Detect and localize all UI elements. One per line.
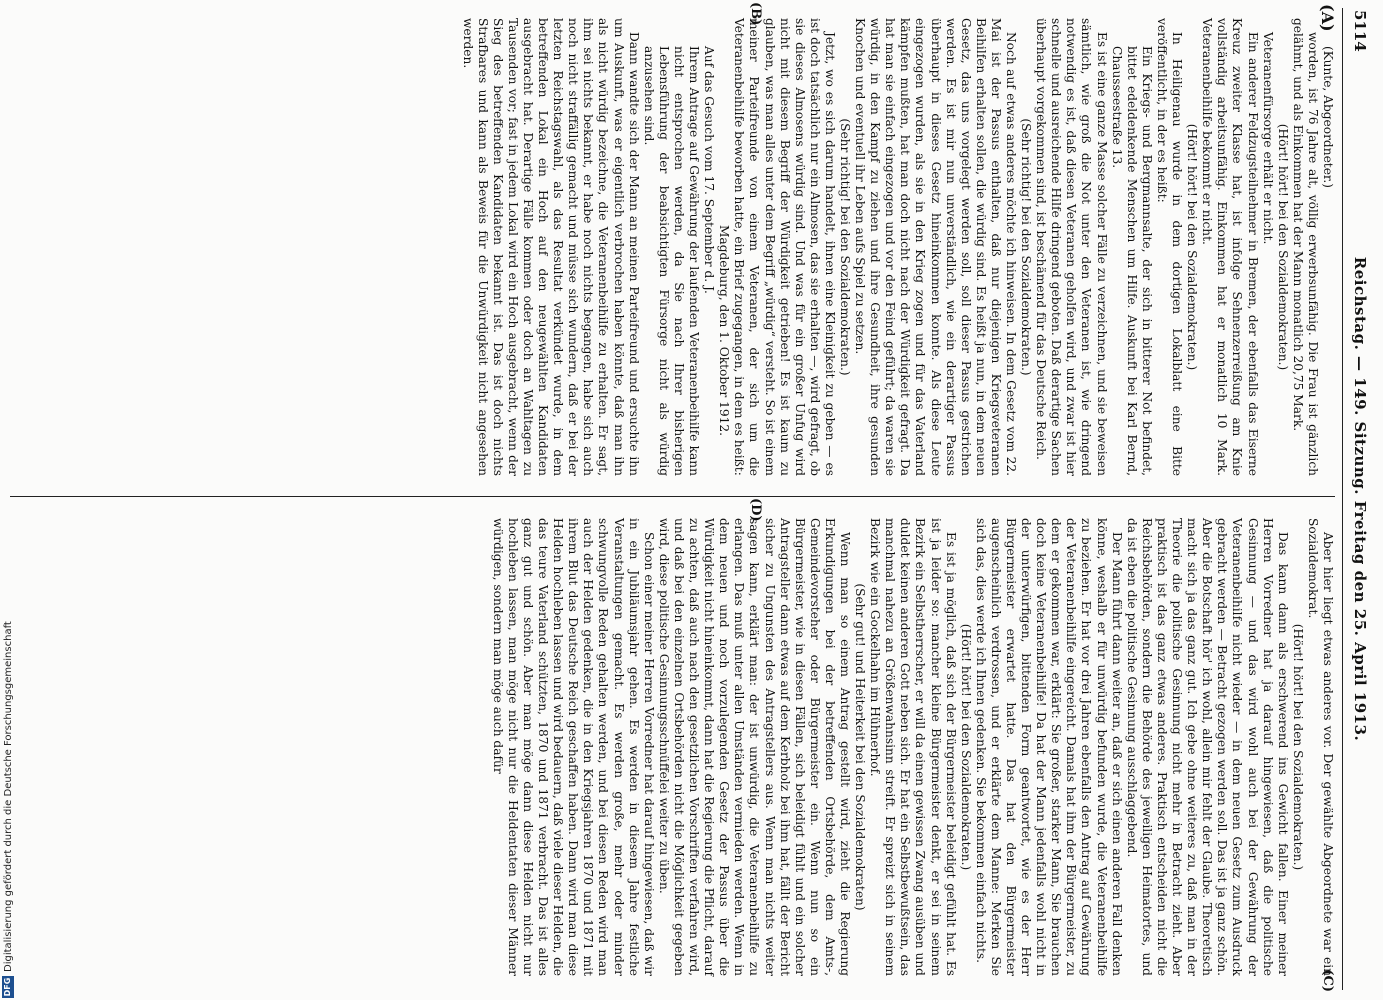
paragraph: Auf das Gesuch vom 17. September d. J. <box>702 46 717 294</box>
paragraph: Dann wandte sich der Mann an meinen Parteifreund und ersuchte ihn um Auskunft, was er eigentlich verbrochen haben könnte, daß man ihn als nicht würdig bezeichne, die Veteranenbeihilfe zu erhalten. Er sagt, ihm sei nichts bekannt, er habe noch nichts begangen, habe sich auch noch nicht straffällig gemacht und müsse sich wundern, daß er bei der letzten Reichstagswahl, als das Resultat verkündet wurde, in dem betreffenden Lokal ein Hoch auf den neugewählten Kandidaten ausgebracht hat. Derartige Fälle kommen oder doch an Wahltagen zu Tausenden vor; fast in jedem Lokal wird ein Hoch ausgebracht, wenn der Sieg des betreffenden Kandidaten bekannt ist. Das ist doch nichts Strafbares und kann als Beweis für die Unwürdigkeit nicht angesehen werden. <box>460 18 641 476</box>
paragraph: In Heiligenau wurde in dem dortigen Lokalblatt eine Bitte veröffentlicht, in der es heißt: <box>1154 18 1185 476</box>
left-column <box>10 2 1337 476</box>
margin-letter-a: (A) <box>1318 4 1337 32</box>
funding-note <box>2 0 16 1000</box>
paragraph: Das kann dann als erschwerend ins Gewicht fallen. Einer meiner Herren Vorredner hat ja darauf hingewiesen, daß die politische Gesinnung — und das wird wohl auch bei der Gewährung der Veteranenbeihilfe nicht wieder — in dem neuen Gesetz zum Ausdruck gebracht werden — Betracht gezogen werden soll. Das ist ja ganz schön. Aber die Botschaft hör' ich wohl, allein mir fehlt der Glaube. Theoretisch macht sich ja das ganz gut. Ich gebe ohne weiteres zu, daß man in der Theorie die politische Gesinnung nicht mehr in Betracht zieht. Aber praktisch ist das ganz etwas anderes. Praktisch entscheiden nicht die Reichsbehörden, sondern die Behörde des jeweiligen Heimatortes, und da ist eben die politische Gesinnung ausschlaggebend. <box>1124 518 1290 976</box>
right-column <box>10 498 1335 992</box>
paragraph: worden, ist 76 Jahre alt, völlig erwerbsunfähig. Die Frau ist gänzlich gelähmt, und als Einkommen hat der Mann monatlich 20,75 Mark. <box>1290 18 1320 476</box>
paragraph: Ein anderer Feldzugsteilnehmer in Bremen, der ebenfalls das Eiserne Kreuz zweiter Klasse hat, ist infolge Sehnenzerreißung am Knie vollständig arbeitsunfähig. Einkommen hat er monatlich 10 Mark. Veteranenbeihilfe bekommt er nicht. <box>1200 18 1260 476</box>
dfg-logo: DFG <box>3 977 12 997</box>
paragraph: Ihrem Antrage auf Gewährung der laufenden Veteranenbeihilfe kann nicht entsprochen werden, da Sie nach Ihrer bisherigen Lebensführung der beabsichtigten Fürsorge nicht als würdig anzusehen sind. <box>641 46 702 476</box>
paragraph: Schon einer meiner Herren Vorredner hat darauf hingewiesen, daß wir in ein Jubiläumsjahr gehen. Es werden in diesem Jahre festliche Veranstaltungen gemacht. Es werden große, mehr oder minder schwungvolle Reden gehalten werden, und bei diesen Reden wird man auch der Helden gedenken, die in den Kriegsjahren 1870 und 1871 mit ihrem Blut das Deutsche Reich geschaffen haben. Dann wird man diese Helden hochleben lassen und wird bedauern, daß viele dieser Helden, die das teure Vaterland schützten, 1870 und 1871 verbracht. Das ist alles ganz gut und schön. Aber man möge dann diese Helden nicht nur hochleben lassen, man möge nicht nur die Heldentaten dieser Männer würdigen, sondern man möge auch dafür <box>490 518 656 976</box>
margin-letter-d: (D) <box>748 498 763 522</box>
paragraph: (Hört! hört! bei den Sozialdemokraten.) <box>1290 623 1305 871</box>
paragraph: Magdeburg, den 1. Oktober 1912. <box>717 224 732 436</box>
paragraph: (Hört! hört! bei den Sozialdemokraten.) <box>958 623 973 871</box>
page-header <box>1345 10 1371 988</box>
column-divider <box>10 496 1335 497</box>
running-title: Reichstag. — 149. Sitzung. Freitag den 25. April 1913. <box>1351 256 1369 742</box>
paragraph: (Sehr richtig! bei den Sozialdemokraten.) <box>1019 118 1034 376</box>
paragraph: Jetzt, wo es sich darum handelt, ihnen eine Kleinigkeit zu geben — es ist doch tatsächlich nur ein Almosen, das sie erhalten —, wird gefragt, ob sie dieses Almosens würdig sind. Und was für ein großer Unfug wird nicht mit diesem Begriff der Würdigkeit getrieben! Es ist kaum zu glauben, was man alles unter dem Begriff „würdig“ versteht. So ist einem meiner Parteifreunde von einem Veteranen, der sich um die Veteranenbeihilfe beworben hatte, ein Brief zugegangen, in dem es heißt: <box>732 18 837 476</box>
paragraph: Noch auf etwas anderes möchte ich hinweisen. In dem Gesetz vom 22. Mai ist der Passus enthalten, daß nur diejenigen Kriegsveteranen Beihilfen erhalten sollen, die würdig sind. Es heißt ja nun, in dem neuen Gesetz, das uns vorgelegt werden soll, soll dieser Passus gestrichen werden. Es ist mir nun unverständlich, wie ein derartiger Passus überhaupt in dieses Gesetz hineinkommen konnte. Als diese Leute eingezogen wurden, als sie in den Krieg zogen und für das Vaterland kämpfen mußten, hat man doch nicht nach der Würdigkeit gefragt. Da hat man sie einfach eingezogen und vor den Feind geführt; da waren sie würdig, in den Kampf zu ziehen und ihre Gesundheit, ihre gesunden Knochen und eventuell ihr Leben aufs Spiel zu setzen. <box>853 18 1019 476</box>
paragraph: (Kunte, Abgeordneter.) <box>1321 46 1335 189</box>
page-number: 5114 <box>1351 10 1369 52</box>
margin-letter-b: (B) <box>748 2 763 26</box>
funding-sidebar <box>2 0 16 1000</box>
paragraph: Es ist ja möglich, daß sich der Bürgermeister beleidigt gefühlt hat. Es ist ja leider so: mancher kleine Bürgermeister denkt, er sei in seinem Bezirk ein Selbstherrscher, er will da einen gewissen Zwang ausüben und duldet keinen anderen Gott neben sich. Er hat ein Selbstbewußtsein, das manchmal nahezu an Größenwahnsinn streift. Er spreizt sich in seinem Bezirk wie ein Gockelhahn im Hühnerhof. <box>868 518 958 976</box>
paragraph: Aber hier liegt etwas anderes vor. Der gewählte Abgeordnete war ein Sozialdemokrat. <box>1305 518 1335 976</box>
margin-letter-c: (C) <box>1320 969 1335 992</box>
paragraph: Wenn man so einem Antrag gestellt wird, zieht die Regierung Erkundigungen bei der betreffenden Ortsbehörde, dem Amts-, Gemeindevorsteher oder Bürgermeister ein. Wenn nun so ein Bürgermeister, wie in diesen Fällen, sich beleidigt fühlt und ein solcher Antragsteller dann etwas auf dem Kerbholz bei ihm hat, fällt der Bericht sicher zu Ungunsten des Antragstellers aus. Wenn man nichts weiter sagen kann, erklärt man: der ist unwürdig, die Veteranenbeihilfe zu erlangen. Das muß unter allen Umständen vermieden werden. Wenn in dem neuen und noch vorzulegenden Gesetz der Passus über die Würdigkeit nicht hineinkommt, dann hat die Regierung die Pflicht, darauf zu achten, daß auch nach den gesetzlichen Vorschriften verfahren wird, und daß bei den einzelnen Ortsbehörden nicht die Möglichkeit gegeben wird, diese politische Gesinnungsschnüffelei weiter zu üben. <box>656 518 852 976</box>
paragraph: (Sehr richtig! bei den Sozialdemokraten.) <box>838 118 852 376</box>
paragraph: Es ist eine ganze Masse solcher Fälle zu verzeichnen, und sie beweisen sämtlich, wie groß die Not unter den Veteranen ist, wie dringend notwendig es ist, daß diesen Veteranen geholfen wird, und zwar ist hier schnelle und ausreichende Hilfe dringend geboten. Daß derartige Sachen überhaupt vorgekommen sind, ist beschämend für das Deutsche Reich. <box>1034 18 1109 476</box>
paragraph: (Sehr gut! und Heiterkeit bei den Sozialdemokraten) <box>853 583 868 911</box>
header-rule <box>1342 8 1343 990</box>
paragraph: (Hört! hört! bei den Sozialdemokraten.) <box>1185 123 1200 371</box>
paragraph: Veteranenfürsorge erhält er nicht. <box>1260 32 1275 245</box>
paragraph: Der Mann führt dann weiter an, daß er sich einen anderen Fall denken könne, weshalb er für unwürdig befunden wurde, die Veteranenbeihilfe zu beziehen. Er hat vor drei Jahren ebenfalls den Antrag auf Gewährung der Veteranenbeihilfe eingereicht. Damals hat ihm der Bürgermeister, zu dem er gekommen war, erklärt: Sie großer, starker Mann, Sie brauchen doch keine Veteranenbeihilfe! Da hat der Mann jedenfalls wohl nicht in der unterwürfigen, bittenden Form geantwortet, wie es der Herr Bürgermeister erwartet hatte. Das hat den Bürgermeister augenscheinlich verdrossen, und er erklärte dem Manne: Merken Sie sich das, dies werde ich Ihnen gedenken. Sie bekommen einfach nichts. <box>973 518 1124 976</box>
paragraph: (Hört! hört! bei den Sozialdemokraten.) <box>1275 123 1290 371</box>
funding-text: Digitalisierung gefördert durch die Deutsche Forschungsgemeinschaft <box>3 621 14 972</box>
paragraph: Ein Kriegs- und Bergmannsalte, der sich in bitterer Not befindet, bittet edeldenkende Menschen um Hilfe. Auskunft bei Karl Bernd, Chausseestraße 13. <box>1109 46 1154 476</box>
